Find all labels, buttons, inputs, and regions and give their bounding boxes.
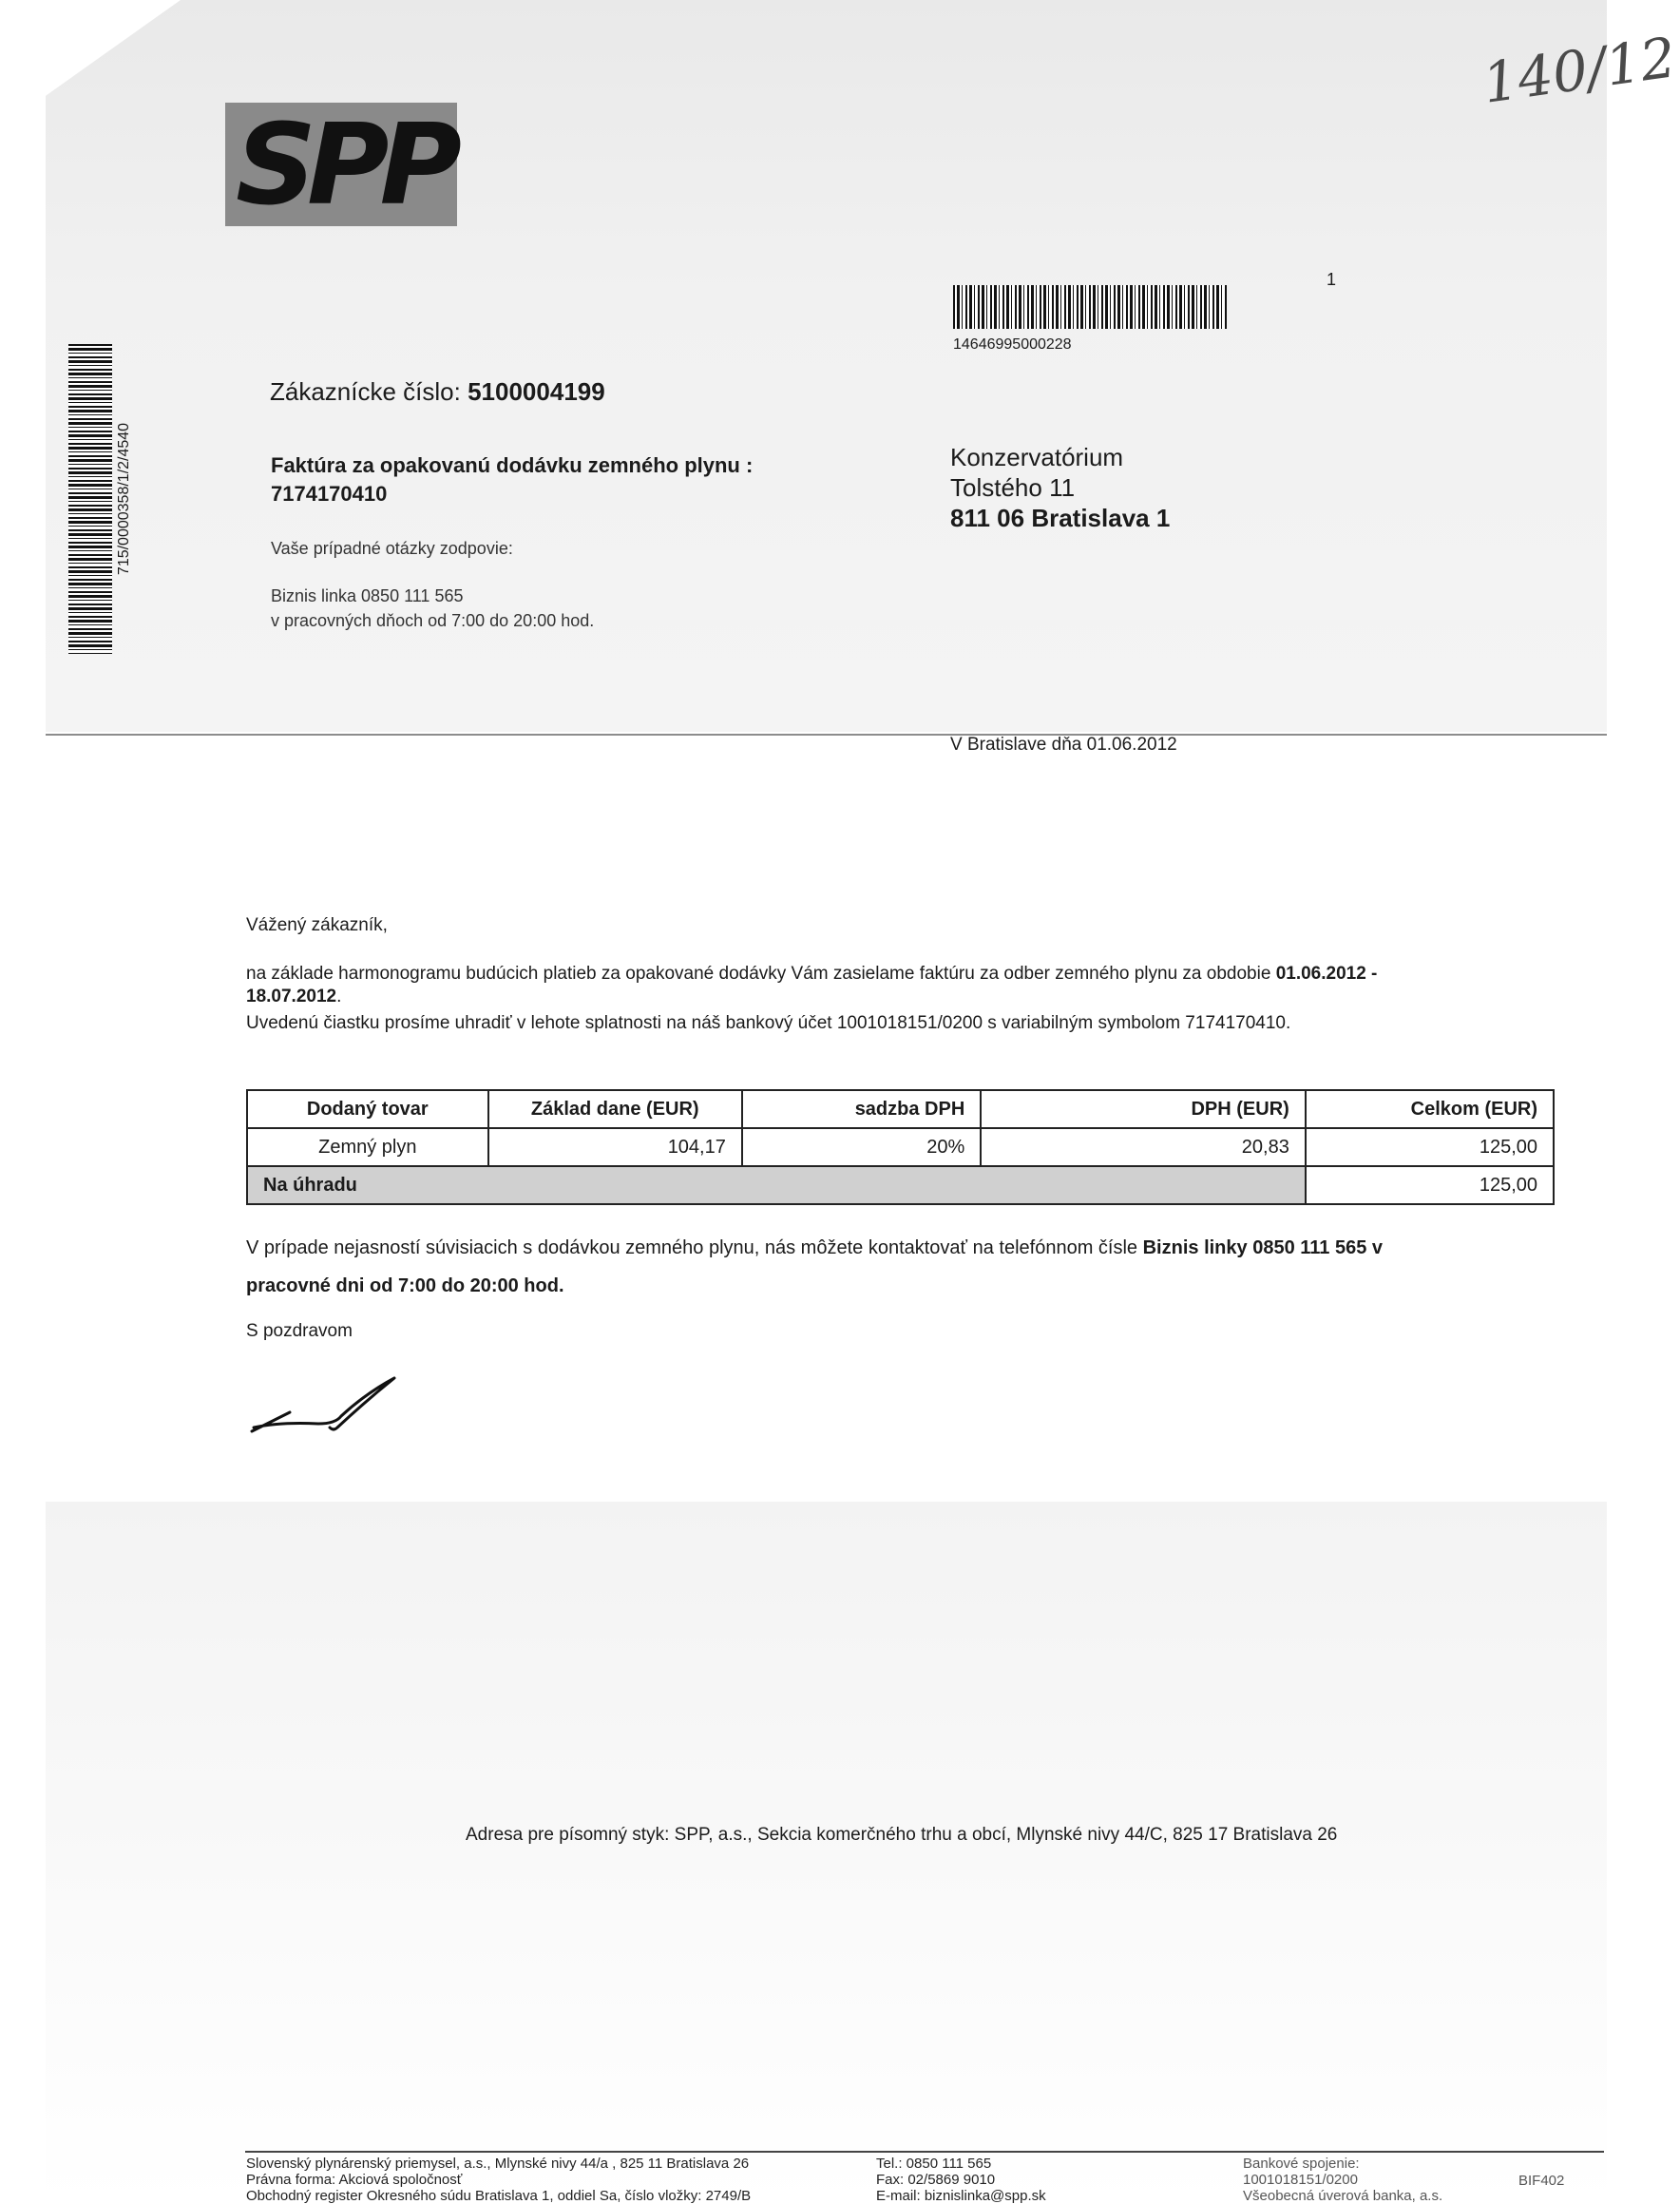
business-line-phone: Biznis linka 0850 111 565 bbox=[271, 586, 464, 605]
folded-corner bbox=[0, 0, 181, 128]
table-cell: 104,17 bbox=[488, 1128, 742, 1166]
legal-form: Právna forma: Akciová spoločnosť bbox=[246, 2172, 463, 2188]
column-header: sadzba DPH bbox=[742, 1090, 981, 1128]
footer-company bbox=[246, 2156, 751, 2204]
address-name: Konzervatórium bbox=[950, 443, 1124, 471]
total-label: Na úhradu bbox=[247, 1166, 1306, 1204]
barcode bbox=[953, 285, 1227, 329]
handwritten-note: 140/12 bbox=[1479, 25, 1680, 116]
footer-bank bbox=[1243, 2156, 1442, 2204]
period-end: 18.07.2012 bbox=[246, 987, 337, 1006]
total-row bbox=[247, 1166, 1554, 1204]
commercial-register: Obchodný register Okresného súdu Bratislava 1, oddiel Sa, číslo vložky: 2749/B bbox=[246, 2188, 752, 2204]
form-code: BIF402 bbox=[1518, 2173, 1565, 2189]
contact-text: V prípade nejasností súvisiacich s dodávkou zemného plynu, nás môžete kontaktovať na telefónnom čísle bbox=[246, 1237, 1143, 1258]
customer-number-label: Zákaznícke číslo: bbox=[270, 377, 461, 406]
date-line: V Bratislave dňa 01.06.2012 bbox=[950, 735, 1177, 755]
side-code: 715/0000358/1/2/4540 bbox=[116, 422, 132, 576]
column-header: DPH (EUR) bbox=[981, 1090, 1306, 1128]
column-header: Celkom (EUR) bbox=[1306, 1090, 1554, 1128]
invoice-title: Faktúra za opakovanú dodávku zemného plynu : bbox=[271, 453, 754, 477]
barcode-number: 14646995000228 bbox=[953, 336, 1072, 353]
contact-hours: pracovné dni od 7:00 do 20:00 hod. bbox=[246, 1275, 564, 1296]
contact-paragraph bbox=[246, 1229, 1557, 1305]
table-header-row bbox=[247, 1090, 1554, 1128]
total-value: 125,00 bbox=[1306, 1166, 1554, 1204]
footer-divider bbox=[245, 2151, 1604, 2153]
vertical-barcode bbox=[68, 344, 112, 654]
customer-number: 5100004199 bbox=[468, 377, 605, 406]
body-line1: na základe harmonogramu budúcich platieb za opakované dodávky Vám zasielame faktúru za odber zemného plynu za obdobie bbox=[246, 964, 1276, 984]
spp-logo: SPP bbox=[236, 99, 452, 230]
address-city: 811 06 Bratislava 1 bbox=[950, 504, 1171, 532]
table-cell: Zemný plyn bbox=[247, 1128, 488, 1166]
table-cell: 125,00 bbox=[1306, 1128, 1554, 1166]
fold-line bbox=[46, 734, 1607, 736]
contact-business-line: Biznis linky 0850 111 565 v bbox=[1142, 1237, 1384, 1258]
business-line-hours: v pracovných dňoch od 7:00 do 20:00 hod. bbox=[271, 611, 595, 630]
footer-fax: Fax: 02/5869 9010 bbox=[876, 2172, 996, 2188]
signature bbox=[242, 1369, 413, 1445]
body-paragraph: na základe harmonogramu budúcich platieb za opakované dodávky Vám zasielame faktúru za odber zemného plynu za obdobie 01.06.2012 - 18.07.2012. bbox=[246, 964, 1378, 1006]
scan-background-bottom bbox=[46, 1502, 1607, 2204]
body-line2: Uvedenú čiastku prosíme uhradiť v lehote splatnosti na náš bankový účet 1001018151/0200 s variabilným symbolom 7174170410. bbox=[246, 1013, 1291, 1033]
company-name: Slovenský plynárenský priemysel, a.s., Mlynské nivy 44/a , 825 11 Bratislava 26 bbox=[246, 2156, 750, 2172]
invoice-title-block bbox=[271, 451, 753, 508]
footer-contact bbox=[876, 2156, 1046, 2204]
column-header: Základ dane (EUR) bbox=[488, 1090, 742, 1128]
period-start: 01.06.2012 - bbox=[1275, 964, 1378, 984]
footer-email: E-mail: biznislinka@spp.sk bbox=[876, 2188, 1046, 2204]
greeting: Vážený zákazník, bbox=[246, 915, 388, 935]
bank-account: 1001018151/0200 bbox=[1243, 2172, 1358, 2188]
postal-address: Adresa pre písomný styk: SPP, a.s., Sekcia komerčného trhu a obcí, Mlynské nivy 44/C, 825 17 Bratislava 26 bbox=[466, 1825, 1338, 1845]
regards: S pozdravom bbox=[246, 1321, 353, 1341]
column-header: Dodaný tovar bbox=[247, 1090, 488, 1128]
bank-name: Všeobecná úverová banka, a.s. bbox=[1243, 2188, 1443, 2204]
recipient-address bbox=[950, 442, 1170, 533]
customer-number-line bbox=[270, 377, 605, 407]
table-cell: 20% bbox=[742, 1128, 981, 1166]
footer-tel: Tel.: 0850 111 565 bbox=[876, 2156, 992, 2172]
invoice-table bbox=[246, 1089, 1555, 1205]
invoice-number: 7174170410 bbox=[271, 482, 388, 506]
table-cell: 20,83 bbox=[981, 1128, 1306, 1166]
questions-text: Vaše prípadné otázky zodpovie: bbox=[271, 539, 513, 558]
page-number: 1 bbox=[1327, 270, 1337, 289]
bank-label: Bankové spojenie: bbox=[1243, 2156, 1360, 2172]
table-row bbox=[247, 1128, 1554, 1166]
address-street: Tolstého 11 bbox=[950, 473, 1076, 502]
